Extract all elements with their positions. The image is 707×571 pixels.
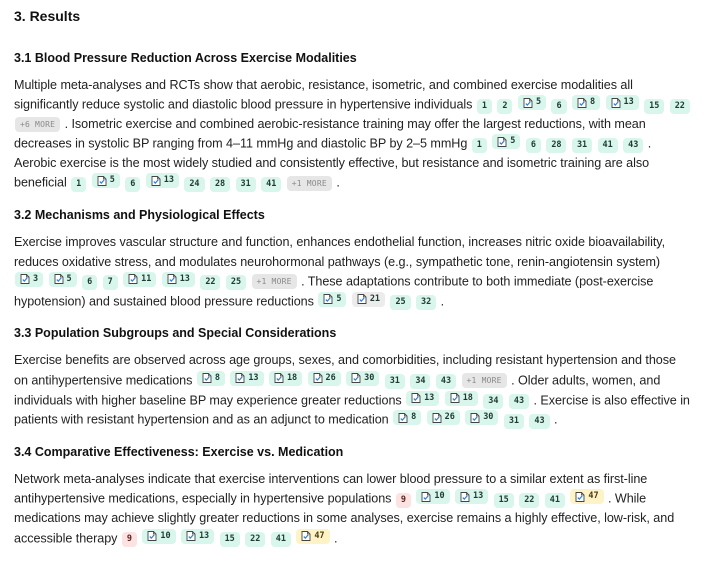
document-check-icon xyxy=(128,274,138,284)
citation-badge[interactable] xyxy=(125,177,140,192)
section-heading: 3.2 Mechanisms and Physiological Effects xyxy=(14,208,265,223)
citation-badge[interactable] xyxy=(346,371,379,386)
citation-label: 15 xyxy=(498,494,509,505)
citation-badge[interactable] xyxy=(529,414,549,429)
citation-label: 13 xyxy=(179,273,190,284)
document-check-icon xyxy=(577,98,587,108)
paragraph-text: . xyxy=(440,294,445,309)
citation-label: 13 xyxy=(248,372,259,383)
citation-badge[interactable] xyxy=(598,138,618,153)
citation-badge[interactable] xyxy=(551,99,566,114)
document-check-icon xyxy=(611,98,621,108)
results-section xyxy=(14,49,693,193)
document-check-icon xyxy=(450,393,460,403)
citation-badge[interactable] xyxy=(427,410,460,425)
citation-label: 10 xyxy=(434,491,445,502)
citation-badge[interactable] xyxy=(181,529,214,544)
citation-badge[interactable] xyxy=(416,295,436,310)
citation-badge[interactable] xyxy=(465,410,498,425)
paragraph-text: . Isometric exercise and combined aerobic-resistance training may offer the largest reductions, with mean decreases in systolic BP ranging from 4–11 mmHg and diastolic BP by 2–5 mmHg xyxy=(14,117,646,151)
citation-label: 11 xyxy=(141,273,152,284)
citation-label: 13 xyxy=(163,175,174,186)
results-section xyxy=(14,324,693,430)
citation-label: 9 xyxy=(126,534,132,545)
document-check-icon xyxy=(421,492,431,502)
document-check-icon xyxy=(167,274,177,284)
citation-label: 5 xyxy=(109,175,115,186)
citation-label: 43 xyxy=(513,396,525,407)
citation-label: 43 xyxy=(440,376,452,387)
citation-badge[interactable] xyxy=(526,138,541,153)
citation-badge[interactable] xyxy=(410,374,430,389)
citation-label: 22 xyxy=(250,534,261,545)
paragraph-text: . xyxy=(554,412,558,427)
citation-label: 34 xyxy=(488,396,499,407)
page-title: 3. Results xyxy=(14,8,81,24)
paragraph-text: Exercise benefits are observed across age groups, sexes, and comorbidities, including resistant hypertension and those on antihypertensive medications xyxy=(14,353,676,388)
citation-label: 32 xyxy=(421,297,432,308)
citation-label: 31 xyxy=(389,376,400,387)
section-heading: 3.4 Comparative Effectiveness: Exercise vs. Medication xyxy=(14,445,344,460)
document-check-icon xyxy=(357,294,367,304)
citation-label: 5 xyxy=(66,273,72,284)
citation-badge[interactable] xyxy=(92,173,120,188)
citation-badge[interactable] xyxy=(396,493,411,508)
citation-label: 15 xyxy=(649,100,660,111)
citation-badge[interactable] xyxy=(623,138,643,153)
citation-badge[interactable] xyxy=(352,292,385,307)
citation-badge[interactable] xyxy=(200,275,220,290)
document-check-icon xyxy=(54,274,64,284)
more-citations-button[interactable] xyxy=(462,373,507,388)
citation-label: 26 xyxy=(444,412,455,423)
citation-label: 21 xyxy=(369,293,380,304)
citation-label: 1 xyxy=(476,139,482,150)
citation-label: 6 xyxy=(130,178,136,189)
citation-badge[interactable] xyxy=(236,177,256,192)
citation-label: 7 xyxy=(107,277,113,288)
citation-badge[interactable] xyxy=(269,371,302,386)
citation-badge[interactable] xyxy=(210,177,230,192)
citation-badge[interactable] xyxy=(483,394,503,409)
citation-badge[interactable] xyxy=(518,95,546,110)
citation-label: 8 xyxy=(214,372,220,383)
citation-label: 18 xyxy=(462,392,473,403)
document-check-icon xyxy=(151,176,161,186)
citation-badge[interactable] xyxy=(509,394,529,409)
citation-label: 1 xyxy=(76,178,82,189)
citation-badge[interactable] xyxy=(226,275,246,290)
document-check-icon xyxy=(20,274,30,284)
citation-label: 43 xyxy=(628,139,639,150)
citation-badge[interactable] xyxy=(271,532,291,547)
paragraph-text: . xyxy=(336,175,340,190)
citation-label: 31 xyxy=(240,178,251,189)
citation-badge[interactable] xyxy=(71,177,86,192)
citation-badge[interactable] xyxy=(519,493,539,508)
citation-badge[interactable] xyxy=(123,272,156,287)
citation-badge[interactable] xyxy=(142,529,175,544)
citation-badge[interactable] xyxy=(197,371,225,386)
citation-label: 1 xyxy=(481,100,487,111)
more-citations-button[interactable] xyxy=(287,176,332,191)
citation-badge[interactable] xyxy=(385,374,405,389)
document-check-icon xyxy=(301,531,311,541)
section-heading: 3.3 Population Subgroups and Special Considerations xyxy=(14,326,337,341)
document-check-icon xyxy=(398,413,408,423)
document-check-icon xyxy=(497,137,507,147)
citation-label: 43 xyxy=(534,415,545,426)
citation-badge[interactable] xyxy=(416,489,449,504)
citation-badge[interactable] xyxy=(497,99,512,114)
citation-badge[interactable] xyxy=(546,138,566,153)
paragraph-text: . Older adults, women, and individuals with higher baseline BP may experience greater reductions xyxy=(14,373,661,408)
document-check-icon xyxy=(235,373,245,383)
citation-badge[interactable] xyxy=(318,292,346,307)
citation-label: 31 xyxy=(508,415,519,426)
sections-container xyxy=(14,49,693,548)
document-check-icon xyxy=(274,373,284,383)
citation-badge[interactable] xyxy=(230,371,263,386)
citation-badge[interactable] xyxy=(406,391,439,406)
document-check-icon xyxy=(147,531,157,541)
section-heading: 3.1 Blood Pressure Reduction Across Exercise Modalities xyxy=(14,51,357,65)
citation-badge[interactable] xyxy=(494,493,514,508)
document-check-icon xyxy=(313,373,323,383)
document-check-icon xyxy=(186,531,196,541)
citation-label: 5 xyxy=(510,136,516,147)
paragraph-text: . xyxy=(333,531,338,546)
citation-label: 13 xyxy=(473,491,484,502)
citation-badge[interactable] xyxy=(82,275,97,290)
document-check-icon xyxy=(470,413,480,423)
citation-label: 5 xyxy=(336,293,342,304)
paragraph-text: Exercise improves vascular structure and function, enhances endothelial function, increases nitric oxide bioavailability, reduces oxidative stress, and modulates neurohormonal pathways (e.g., sympathetic tone, renin-angiotensin system) xyxy=(14,235,666,269)
citation-label: 31 xyxy=(576,139,588,150)
citation-label: 10 xyxy=(160,530,171,541)
citation-badge[interactable] xyxy=(477,99,492,114)
citation-badge[interactable] xyxy=(572,95,600,110)
citation-label: 18 xyxy=(286,372,298,383)
citation-badge[interactable] xyxy=(296,529,329,544)
citation-badge[interactable] xyxy=(15,272,43,287)
citation-badge[interactable] xyxy=(162,272,195,287)
citation-badge[interactable] xyxy=(644,99,664,114)
citation-badge[interactable] xyxy=(606,95,639,110)
citation-label: 34 xyxy=(415,376,426,387)
citation-label: 41 xyxy=(549,494,560,505)
citation-label: 25 xyxy=(230,277,242,288)
paragraph-text: . Exercise is also effective in patients with resistant hypertension and as an adjunct to medication xyxy=(14,393,690,427)
citation-label: 30 xyxy=(364,372,375,383)
citation-label: 13 xyxy=(424,392,435,403)
citation-label: 13 xyxy=(198,530,210,541)
citation-label: 6 xyxy=(87,277,93,288)
citation-label: 26 xyxy=(325,372,336,383)
citation-badge[interactable] xyxy=(545,493,565,508)
citation-label: 15 xyxy=(224,534,235,545)
citation-label: +6 MORE xyxy=(20,120,56,130)
document-check-icon xyxy=(523,98,533,108)
citation-badge[interactable] xyxy=(122,532,137,547)
more-citations-button[interactable] xyxy=(252,274,297,289)
citation-badge[interactable] xyxy=(245,532,265,547)
citation-badge[interactable] xyxy=(184,177,204,192)
citation-badge[interactable] xyxy=(308,371,341,386)
section-paragraph xyxy=(14,76,693,193)
paragraph-text: . These adaptations contribute to both immediate (post-exercise hypotension) and sustained blood pressure reductions xyxy=(14,274,654,309)
paragraph-text: . While medications may achieve slightly greater reductions in some analyses, exercise remains a highly effective, low-risk, and accessible therapy xyxy=(14,491,675,546)
more-citations-button[interactable] xyxy=(15,117,60,132)
citation-badge[interactable] xyxy=(670,99,690,114)
citation-label: 22 xyxy=(205,277,216,288)
citation-label: 41 xyxy=(275,534,286,545)
citation-label: +1 MORE xyxy=(291,178,327,188)
citation-badge[interactable] xyxy=(445,391,478,406)
document-check-icon xyxy=(575,492,585,502)
citation-label: 6 xyxy=(530,139,536,150)
paragraph-text: Multiple meta-analyses and RCTs show that aerobic, resistance, isometric, and combined exercise modalities all significantly reduce systolic and diastolic blood pressure in hypertensive individuals xyxy=(14,78,633,112)
citation-badge[interactable] xyxy=(390,295,410,310)
document-check-icon xyxy=(351,373,361,383)
results-section xyxy=(14,206,693,311)
section-paragraph xyxy=(14,351,693,430)
citation-badge[interactable] xyxy=(572,138,592,153)
citation-label: 5 xyxy=(535,97,542,108)
citation-label: 22 xyxy=(674,100,685,111)
citation-label: 41 xyxy=(602,139,613,150)
paragraph-text: . Aerobic exercise is the most widely studied and consistently effective, but resistance and isometric training are also beneficial xyxy=(14,136,652,190)
citation-label: 47 xyxy=(314,530,325,541)
citation-badge[interactable] xyxy=(103,275,118,290)
citation-label: 28 xyxy=(214,178,226,189)
citation-label: 3 xyxy=(33,273,39,284)
section-paragraph xyxy=(14,470,693,548)
citation-label: 13 xyxy=(623,97,634,108)
citation-label: +1 MORE xyxy=(256,277,292,287)
citation-badge[interactable] xyxy=(220,532,240,547)
citation-label: 8 xyxy=(411,412,417,423)
citation-label: +1 MORE xyxy=(466,376,502,386)
document-check-icon xyxy=(323,294,333,304)
results-section xyxy=(14,443,693,548)
citation-badge[interactable] xyxy=(492,134,520,149)
document-check-icon xyxy=(411,393,421,403)
citation-badge[interactable] xyxy=(472,138,487,153)
citation-label: 9 xyxy=(400,494,406,505)
citation-label: 2 xyxy=(502,100,508,111)
paragraph-text: Network meta-analyses indicate that exercise interventions can lower blood pressure to a similar extent as first-line antihypertensive medications, especially in hypertensive populations xyxy=(14,472,648,506)
document-check-icon xyxy=(97,176,107,186)
document-check-icon xyxy=(432,413,442,423)
citation-label: 6 xyxy=(556,100,562,111)
citation-label: 41 xyxy=(266,178,277,189)
document-check-icon xyxy=(202,373,212,383)
citation-label: 28 xyxy=(551,139,562,150)
citation-badge[interactable] xyxy=(261,177,281,192)
citation-badge[interactable] xyxy=(146,173,179,188)
citation-badge[interactable] xyxy=(570,489,603,504)
section-paragraph xyxy=(14,233,693,311)
citation-badge[interactable] xyxy=(504,414,524,429)
citation-label: 30 xyxy=(483,412,494,423)
document-check-icon xyxy=(460,492,470,502)
citation-label: 22 xyxy=(524,494,535,505)
citation-label: 25 xyxy=(395,297,406,308)
citation-label: 47 xyxy=(588,491,599,502)
citation-badge[interactable] xyxy=(455,489,488,504)
citation-badge[interactable] xyxy=(49,272,77,287)
citation-label: 8 xyxy=(590,97,596,108)
citation-label: 24 xyxy=(189,178,200,189)
citation-badge[interactable] xyxy=(393,410,421,425)
citation-badge[interactable] xyxy=(436,374,456,389)
